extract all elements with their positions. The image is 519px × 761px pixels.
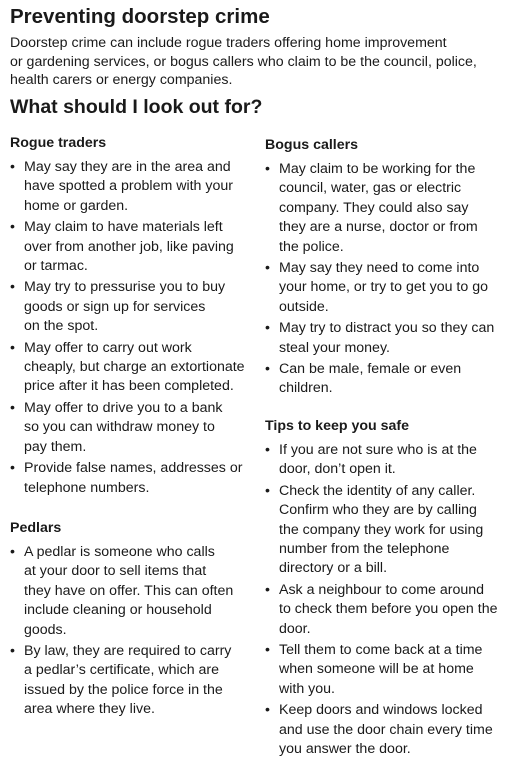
list-item-line: door. (279, 620, 311, 637)
list-item (265, 160, 519, 257)
list-item-line: price after it has been completed. (24, 378, 234, 395)
list-item-line: the police. (279, 238, 344, 255)
intro-line: or gardening services, or bogus callers who claim to be the council, police, (10, 53, 477, 70)
list-item-line: so you can withdraw money to (24, 419, 215, 436)
list-item-line: have spotted a problem with your (24, 178, 233, 195)
list-item-line: when someone will be at home (279, 661, 474, 678)
list-item-line: May say they are in the area and (24, 159, 231, 175)
list-item (265, 441, 519, 480)
list-item-line: Keep doors and windows locked (279, 702, 483, 719)
bullet-icon: • (265, 702, 270, 719)
bullet-icon: • (265, 581, 270, 598)
list-item-line: issued by the police force in the (24, 681, 223, 698)
bullet-icon: • (10, 159, 15, 175)
list-item-line: telephone numbers. (24, 479, 150, 496)
list-item-line: A pedlar is someone who calls (24, 543, 215, 560)
list-item (265, 581, 519, 639)
list-item (10, 339, 260, 397)
list-item-line: May offer to carry out work (24, 339, 192, 356)
bullet-icon: • (265, 482, 270, 499)
list-item-line: steal your money. (279, 339, 390, 356)
list-item-line: Tell them to come back at a time (279, 641, 483, 658)
bullet-icon: • (10, 399, 15, 416)
list-item-line: number from the telephone (279, 540, 450, 557)
list-item-line: May say they need to come into (279, 260, 480, 277)
bullet-icon: • (265, 320, 270, 337)
intro-paragraph (10, 34, 515, 90)
bullet-icon: • (10, 279, 15, 296)
list-item-line: children. (279, 380, 333, 397)
list-item-line: to check them before you open the (279, 601, 498, 618)
page-title: Preventing doorstep crime (10, 5, 270, 28)
list-item (10, 459, 260, 498)
pedlars-heading: Pedlars (10, 519, 62, 536)
list-item-line: on the spot. (24, 318, 99, 335)
list-item (10, 399, 260, 457)
bullet-icon: • (265, 641, 270, 658)
list-item-line: May try to distract you so they can (279, 320, 495, 337)
list-item-line: Provide false names, addresses or (24, 460, 243, 477)
section-title: What should I look out for? (10, 96, 263, 118)
list-item-line: and use the door chain every time (279, 721, 493, 738)
intro-line: Doorstep crime can include rogue traders offering home improvement (10, 35, 447, 51)
list-item-line: May claim to be working for the (279, 161, 476, 177)
list-item (265, 360, 519, 399)
list-item-line: at your door to sell items that (24, 563, 207, 580)
list-item (10, 218, 260, 276)
list-item-line: outside. (279, 298, 329, 315)
bullet-icon: • (10, 460, 15, 477)
list-item (10, 278, 260, 336)
list-item-line: Check the identity of any caller. (279, 482, 476, 499)
list-item-line: or tarmac. (24, 258, 88, 275)
list-item-line: directory or a bill. (279, 560, 388, 577)
list-item-line: cheaply, but charge an extortionate (24, 359, 245, 376)
list-item (265, 482, 519, 579)
list-item (10, 543, 260, 640)
list-item-line: Ask a neighbour to come around (279, 581, 485, 598)
bogus-callers-list (265, 160, 519, 399)
bullet-icon: • (265, 161, 270, 177)
list-item-line: home or garden. (24, 197, 129, 214)
list-item (10, 158, 260, 216)
list-item-line: the company they work for using (279, 521, 484, 538)
list-item-line: area where they live. (24, 701, 155, 718)
list-item-line: they are a nurse, doctor or from (279, 219, 478, 236)
list-item-line: you answer the door. (279, 740, 411, 757)
list-item-line: your home, or try to get you to go (279, 279, 488, 296)
list-item (265, 319, 519, 358)
list-item-line: include cleaning or household (24, 602, 212, 619)
list-item-line: May offer to drive you to a bank (24, 399, 223, 416)
left-column (10, 134, 260, 722)
list-item-line: a pedlar’s certificate, which are (24, 662, 220, 679)
list-item-line: If you are not sure who is at the (279, 441, 477, 458)
intro-line: health carers or energy companies. (10, 72, 233, 88)
list-item-line: they have on offer. This can often (24, 582, 234, 599)
bullet-icon: • (10, 339, 15, 356)
list-item-line: with you. (279, 680, 335, 697)
bullet-icon: • (10, 642, 15, 659)
pedlars-list (10, 543, 260, 720)
list-item (10, 642, 260, 720)
bullet-icon: • (10, 543, 15, 560)
list-item-line: company. They could also say (279, 199, 469, 216)
bullet-icon: • (265, 441, 270, 458)
list-item-line: Can be male, female or even (279, 361, 462, 378)
bullet-icon: • (265, 361, 270, 378)
list-item-line: May claim to have materials left (24, 219, 223, 236)
list-item (265, 259, 519, 317)
list-item-line: door, don’t open it. (279, 461, 396, 478)
bullet-icon: • (265, 260, 270, 277)
bullet-icon: • (10, 219, 15, 236)
right-column (265, 136, 519, 761)
list-item-line: council, water, gas or electric (279, 180, 462, 197)
rogue-traders-list (10, 158, 260, 498)
list-item-line: goods or sign up for services (24, 298, 206, 315)
list-item (265, 641, 519, 699)
list-item-line: May try to pressurise you to buy (24, 279, 226, 296)
list-item-line: pay them. (24, 438, 87, 455)
tips-list (265, 441, 519, 760)
bogus-callers-heading: Bogus callers (265, 137, 359, 153)
list-item-line: Confirm who they are by calling (279, 502, 477, 519)
list-item-line: over from another job, like paving (24, 238, 234, 255)
list-item (265, 701, 519, 759)
rogue-traders-heading: Rogue traders (10, 135, 107, 151)
tips-heading: Tips to keep you safe (265, 417, 410, 434)
list-item-line: By law, they are required to carry (24, 642, 232, 659)
list-item-line: goods. (24, 621, 67, 638)
